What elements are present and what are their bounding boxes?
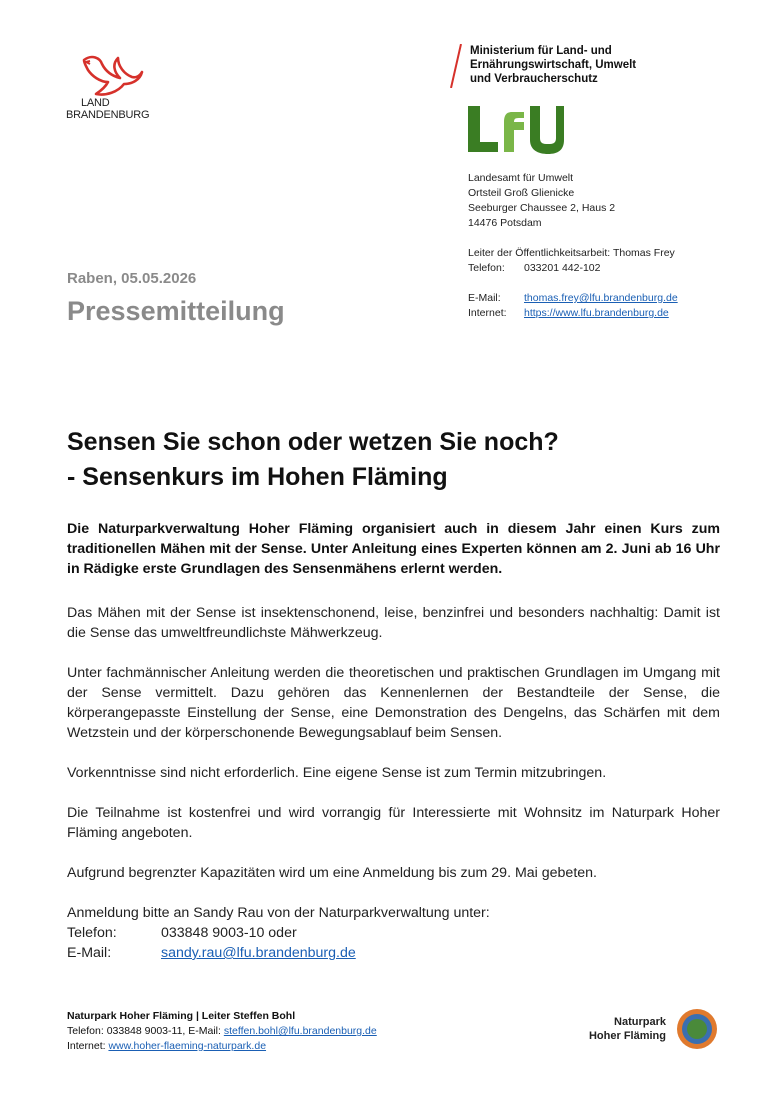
document-type-title: Pressemitteilung (67, 296, 285, 326)
agency-address-block (468, 171, 748, 321)
headline-line: - Sensenkurs im Hohen Fläming (67, 463, 448, 491)
body-paragraph: Die Teilnahme ist kostenfrei und wird vorrangig für Interessierte mit Wohnsitz im Naturpark Hoher Fläming angeboten. (67, 805, 720, 841)
body-paragraph: Das Mähen mit der Sense ist insektenschonend, leise, benzinfrei und besonders nachhaltig: Damit ist die Sense das umweltfreundlichste Mähwerkzeug. (67, 605, 720, 641)
ministry-name (470, 44, 730, 86)
naturpark-line: Hoher Fläming (588, 1030, 666, 1042)
footer-contact (67, 1009, 547, 1054)
phone-label: Telefon: (468, 262, 505, 274)
website-link[interactable]: https://www.lfu.brandenburg.de (524, 307, 669, 319)
footer-phone-text: Telefon: 033848 9003-11, E-Mail: (67, 1025, 224, 1037)
registration-phone-value: 033848 9003-10 oder (161, 925, 297, 941)
registration-email-link[interactable]: sandy.rau@lfu.brandenburg.de (161, 945, 356, 961)
body-paragraph: Vorkenntnisse sind nicht erforderlich. Eine eigene Sense ist zum Termin mitzubringen. (67, 765, 607, 781)
ministry-line: und Verbraucherschutz (470, 73, 598, 85)
agency-line: Seeburger Chaussee 2, Haus 2 (468, 202, 616, 214)
footer-internet-line (67, 1039, 547, 1054)
land-brandenburg-wordmark (66, 97, 166, 121)
phone-value: 033201 442-102 (524, 262, 601, 274)
date-line: Raben, 05.05.2026 (67, 270, 197, 287)
footer-title: Naturpark Hoher Fläming | Leiter Steffen Bohl (67, 1010, 296, 1022)
naturpark-logo-icon (676, 1008, 718, 1050)
email-label: E-Mail: (468, 292, 501, 304)
agency-line: Landesamt für Umwelt (468, 172, 574, 184)
contact-internet-row (468, 306, 748, 321)
body-paragraph: Aufgrund begrenzter Kapazitäten wird um eine Anmeldung bis zum 29. Mai gebeten. (67, 865, 597, 881)
lead-paragraph: Die Naturparkverwaltung Hoher Fläming organisiert auch in diesem Jahr einen Kurs zum traditionellen Mähen mit der Sense. Unter Anleitung eines Experten können am 2. Juni ab 16 Uhr in Rädigke erste Grundlagen des Sensenmähens erlernt werden. (67, 521, 720, 577)
ministry-line: Ernährungswirtschaft, Umwelt (470, 59, 637, 71)
email-link[interactable]: thomas.frey@lfu.brandenburg.de (524, 292, 678, 304)
footer-internet-label: Internet: (67, 1040, 109, 1052)
footer-website-link[interactable]: www.hoher-flaeming-naturpark.de (108, 1040, 267, 1052)
registration-email-row (67, 943, 720, 963)
contact-phone-row (468, 261, 748, 276)
contact-person: Leiter der Öffentlichkeitsarbeit: Thomas Frey (468, 247, 675, 259)
body-paragraph: Unter fachmännischer Anleitung werden die theoretischen und praktischen Grundlagen im Umgang mit der Sense vermittelt. Dazu gehören das Kennenlernen der Bestandteile der Sense, die körperangepasste Einstellung der Sense, eine Demonstration des Dengelns, das Schärfen mit dem Wetzstein und der körperschonende Bewegungsablauf beim Sensen. (67, 665, 720, 741)
agency-line: Ortsteil Groß Glienicke (468, 187, 575, 199)
footer-email-link[interactable]: steffen.bohl@lfu.brandenburg.de (223, 1025, 377, 1037)
registration-phone-row (67, 923, 720, 943)
internet-label: Internet: (468, 307, 507, 319)
naturpark-wordmark (560, 1015, 666, 1043)
lfu-logo (468, 106, 564, 156)
headline (67, 425, 727, 495)
contact-email-row (468, 291, 748, 306)
body-text (67, 603, 720, 963)
registration-intro: Anmeldung bitte an Sandy Rau von der Naturparkverwaltung unter: (67, 905, 490, 921)
footer-phone-line (67, 1024, 547, 1039)
agency-line: 14476 Potsdam (468, 217, 542, 229)
registration-block (67, 903, 720, 963)
land-label: LAND (81, 97, 110, 109)
registration-phone-label: Telefon: (67, 925, 117, 941)
registration-email-label: E-Mail: (67, 945, 112, 961)
ministry-line: Ministerium für Land- und (470, 45, 612, 57)
naturpark-line: Naturpark (614, 1016, 666, 1028)
ministry-red-bar (449, 44, 463, 88)
headline-line: Sensen Sie schon oder wetzen Sie noch? (67, 428, 559, 456)
brandenburg-label: BRANDENBURG (66, 109, 150, 121)
